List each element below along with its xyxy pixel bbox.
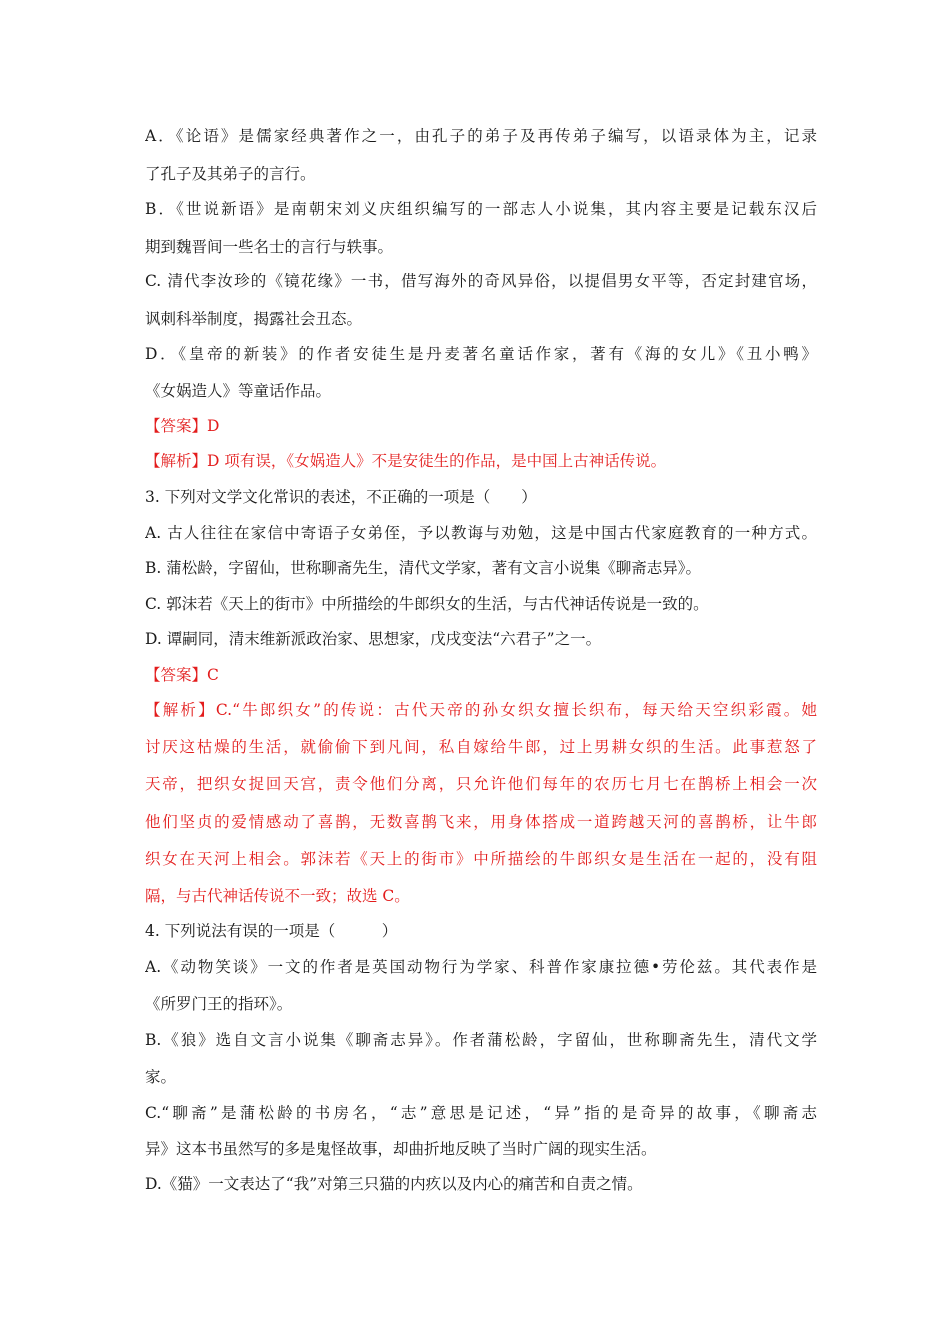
q3-analysis-line4: 他们坚贞的爱情感动了喜鹊，无数喜鹊飞来，用身体搭成一道跨越天河的喜鹊桥，让牛郎 (145, 813, 817, 831)
q2-analysis: 【解析】D 项有误，《女娲造人》不是安徒生的作品，是中国上古神话传说。 (145, 452, 667, 470)
q3-option-b: B. 蒲松龄，字留仙，世称聊斋先生，清代文学家，著有文言小说集《聊斋志异》。 (145, 559, 701, 577)
q2-option-c-line2: 讽刺科举制度，揭露社会丑态。 (145, 310, 363, 328)
q2-option-d-line2: 《女娲造人》等童话作品。 (145, 382, 332, 400)
q2-option-b-line1: B．《世说新语》是南朝宋刘义庆组织编写的一部志人小说集，其内容主要是记载东汉后 (145, 200, 817, 218)
q4-option-c-line2: 异》这本书虽然写的多是鬼怪故事，却曲折地反映了当时广阔的现实生活。 (145, 1140, 657, 1158)
q3-stem-after: 的一项是（ ） (412, 488, 537, 506)
q4-option-a-line1: A.《动物笑谈》一文的作者是英国动物行为学家、科普作家康拉德•劳伦兹。其代表作是 (145, 958, 817, 976)
q3-stem-emphasis: · · 不正确 (366, 486, 413, 508)
q3-analysis-line5: 织女在天河上相会。郭沫若《天上的街市》中所描绘的牛郎织女是生活在一起的，没有阻 (145, 850, 817, 868)
q3-analysis-line1: 【解析】C.“牛郎织女”的传说：古代天帝的孙女织女擅长织布，每天给天空织彩霞。她 (145, 701, 817, 719)
q2-option-d-line1: D．《皇帝的新装》的作者安徒生是丹麦著名童话作家，著有《海的女儿》《丑小鸭》 (145, 345, 817, 363)
q2-option-c-line1: C. 清代李汝珍的《镜花缘》一书，借写海外的奇风异俗，以提倡男女平等，否定封建官场， (145, 272, 817, 290)
q4-stem: 4. 下列说法有误的一项是（ ） (145, 922, 398, 940)
q2-option-a-line2: 了孔子及其弟子的言行。 (145, 165, 316, 183)
q3-stem (145, 486, 817, 508)
q3-option-a: A. 古人往往在家信中寄语子女弟侄，予以教诲与劝勉，这是中国古代家庭教育的一种方式。 (145, 524, 817, 542)
q3-option-d: D. 谭嗣同，清末维新派政治家、思想家，戊戌变法“六君子”之一。 (145, 630, 602, 648)
q3-stem-before: 3. 下列对文学文化常识的表述， (145, 488, 367, 506)
q4-option-a-line2: 《所罗门王的指环》。 (145, 995, 293, 1013)
q3-option-c: C. 郭沫若《天上的街市》中所描绘的牛郎织女的生活，与古代神话传说是一致的。 (145, 595, 709, 613)
q3-analysis-line2: 讨厌这枯燥的生活，就偷偷下到凡间，私自嫁给牛郎，过上男耕女织的生活。此事惹怒了 (145, 738, 817, 756)
q2-option-b-line2: 期到魏晋间一些名士的言行与轶事。 (145, 238, 394, 256)
q3-answer: 【答案】C (145, 666, 219, 684)
q4-option-d: D.《猫》一文表达了“我”对第三只猫的内疚以及内心的痛苦和自责之情。 (145, 1175, 643, 1193)
q2-answer: 【答案】D (145, 417, 220, 435)
q4-option-b-line1: B.《狼》选自文言小说集《聊斋志异》。作者蒲松龄，字留仙，世称聊斋先生，清代文学 (145, 1031, 817, 1049)
q2-option-a-line1: A．《论语》是儒家经典著作之一，由孔子的弟子及再传弟子编写，以语录体为主，记录 (145, 127, 817, 145)
q3-analysis-line3: 天帝，把织女捉回天宫，责令他们分离，只允许他们每年的农历七月七在鹊桥上相会一次 (145, 775, 817, 793)
q3-analysis-line6: 隔，与古代神话传说不一致；故选 C。 (145, 887, 410, 905)
q4-option-c-line1: C.“聊斋”是蒲松龄的书房名，“志”意思是记述，“异”指的是奇异的故事，《聊斋志 (145, 1104, 817, 1122)
q4-option-b-line2: 家。 (145, 1068, 177, 1086)
